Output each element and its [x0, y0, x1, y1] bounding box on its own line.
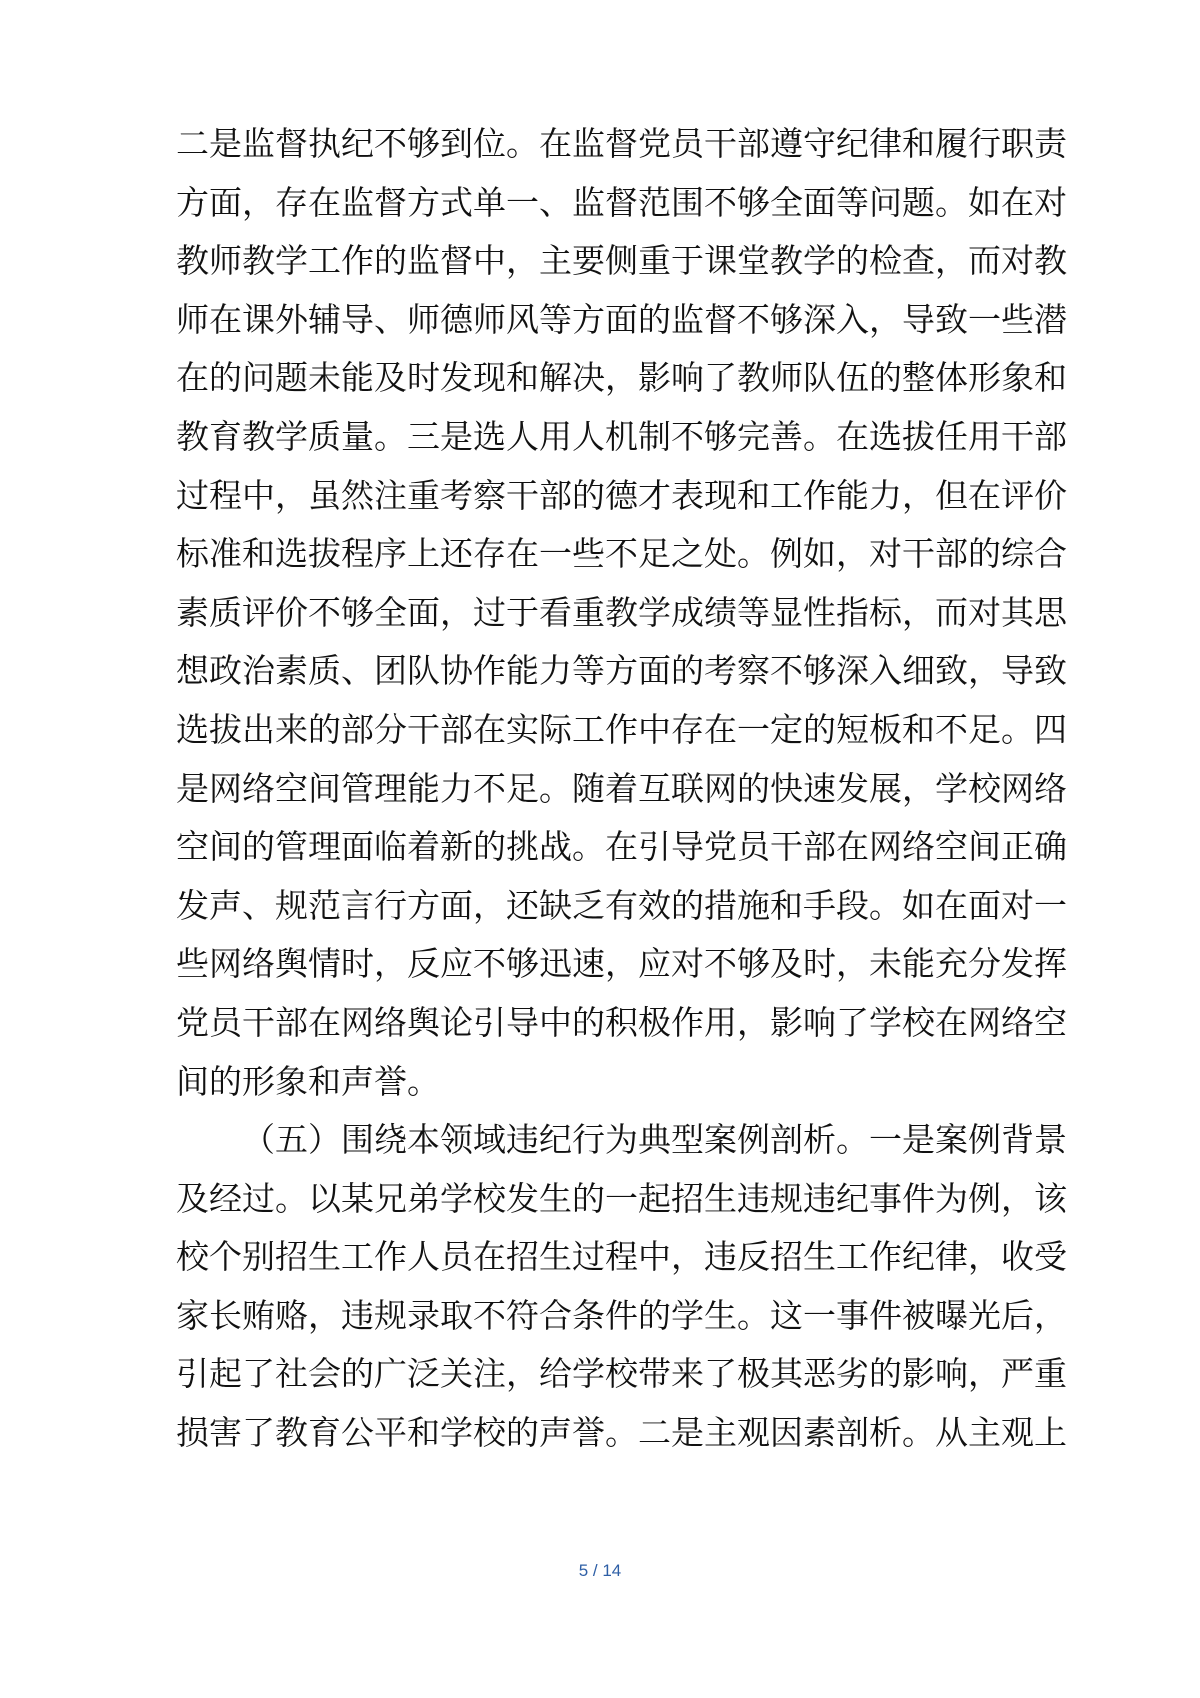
text-line: 教师教学工作的监督中，主要侧重于课堂教学的检查，而对教	[176, 241, 1067, 281]
paragraph-case-analysis	[176, 1111, 1067, 1463]
text-line: 发声、规范言行方面，还缺乏有效的措施和手段。如在面对一	[176, 885, 1067, 925]
text-line: 家长贿赂，违规录取不符合条件的学生。这一事件被曝光后，	[176, 1295, 1067, 1335]
text-line: 空间的管理面临着新的挑战。在引导党员干部在网络空间正确	[176, 827, 1067, 867]
page-body	[176, 115, 1067, 1463]
text-line: 损害了教育公平和学校的声誉。二是主观因素剖析。从主观上	[176, 1413, 1067, 1453]
text-line: 方面，存在监督方式单一、监督范围不够全面等问题。如在对	[176, 182, 1067, 222]
paragraph-supervision	[176, 115, 1067, 1111]
text-line: 教育教学质量。三是选人用人机制不够完善。在选拔任用干部	[176, 416, 1067, 456]
text-line: 想政治素质、团队协作能力等方面的考察不够深入细致，导致	[176, 651, 1067, 691]
page-number: 5 / 14	[578, 1561, 622, 1580]
text-line: 及经过。以某兄弟学校发生的一起招生违规违纪事件为例，该	[176, 1178, 1067, 1218]
text-line: 选拔出来的部分干部在实际工作中存在一定的短板和不足。四	[176, 709, 1067, 749]
text-line: 过程中，虽然注重考察干部的德才表现和工作能力，但在评价	[176, 475, 1067, 515]
text-line: 标准和选拔程序上还存在一些不足之处。例如，对干部的综合	[176, 534, 1067, 574]
text-line: 间的形象和声誉。	[176, 1061, 440, 1101]
text-line: 党员干部在网络舆论引导中的积极作用，影响了学校在网络空	[176, 1002, 1067, 1042]
text-line: 是网络空间管理能力不足。随着互联网的快速发展，学校网络	[176, 768, 1067, 808]
text-line: 些网络舆情时，反应不够迅速，应对不够及时，未能充分发挥	[176, 944, 1067, 984]
text-line: 在的问题未能及时发现和解决，影响了教师队伍的整体形象和	[176, 358, 1067, 398]
text-line: 素质评价不够全面，过于看重教学成绩等显性指标，而对其思	[176, 592, 1067, 632]
text-line: 校个别招生工作人员在招生过程中，违反招生工作纪律，收受	[176, 1237, 1067, 1277]
text-line: （五）围绕本领域违纪行为典型案例剖析。一是案例背景	[242, 1120, 1067, 1160]
text-line: 二是监督执纪不够到位。在监督党员干部遵守纪律和履行职责	[176, 124, 1067, 163]
text-line: 师在课外辅导、师德师风等方面的监督不够深入，导致一些潜	[176, 299, 1067, 339]
text-line: 引起了社会的广泛关注，给学校带来了极其恶劣的影响，严重	[176, 1354, 1067, 1394]
